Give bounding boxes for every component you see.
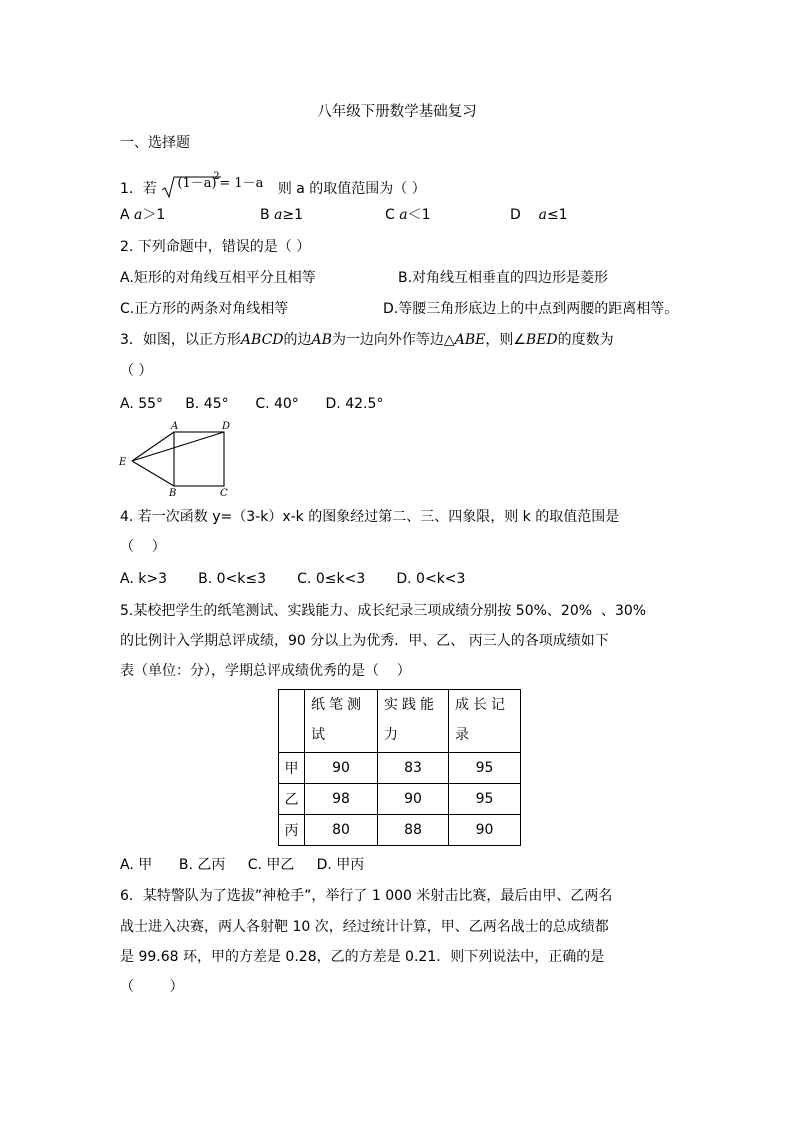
q1-prefix: 1．若 — [120, 181, 157, 197]
q3-paren: （ ） — [120, 363, 153, 379]
q1-option-a — [120, 205, 165, 225]
q2-option-c: C.正方形的两条对角线相等 — [120, 301, 289, 317]
table-cell: 83 — [378, 753, 449, 784]
page-title: 八年级下册数学基础复习 — [317, 104, 477, 120]
question-5-line-2: 的比例计入学期总评成绩，90 分以上为优秀．甲、乙、 丙三人的各项成绩如下 — [120, 633, 609, 649]
q4-options: A. k>3 B. 0<k≤3 C. 0≤k<3 D. 0<k<3 — [120, 571, 466, 587]
label-a: A — [171, 421, 179, 432]
question-4-stem: 4. 若一次函数 y=（3-k）x-k 的图象经过第二、三、四象限，则 k 的取值范围是 — [120, 509, 620, 525]
table-header-cell: 成长记录 — [449, 690, 521, 753]
option-letter: C — [385, 207, 395, 223]
table-cell: 90 — [378, 784, 449, 815]
table-row — [279, 784, 521, 815]
option-rel: ≤1 — [546, 207, 568, 223]
q4-paren: （ ） — [120, 539, 166, 555]
question-6-line-1: 6．某特警队为了选拔”神枪手”，举行了 1 000 米射击比赛，最后由甲、乙两名 — [120, 888, 613, 904]
table-row — [279, 753, 521, 784]
q3-text: ，则∠ — [485, 332, 526, 348]
q1-exponent: 2 — [213, 171, 220, 182]
section-heading: 一、选择题 — [120, 135, 190, 151]
option-rel: ＞1 — [142, 207, 166, 223]
table-cell: 98 — [305, 784, 378, 815]
label-c: C — [220, 488, 228, 499]
table-header-row — [279, 690, 521, 753]
q3-var: ABE — [454, 332, 486, 348]
geometry-figure — [115, 420, 240, 500]
option-letter: A — [120, 207, 130, 223]
question-6-line-2: 战士进入决赛，两人各射靶 10 次，经过统计计算，甲、乙两名战士的总成绩都 — [120, 919, 609, 935]
q3-options: A. 55° B. 45° C. 40° D. 42.5° — [120, 396, 384, 412]
table-row — [279, 815, 521, 846]
q3-var: AB — [311, 332, 332, 348]
q1-option-c — [385, 205, 431, 225]
table-cell: 甲 — [279, 753, 305, 784]
question-1 — [120, 171, 426, 200]
q3-text: 3．如图，以正方形 — [120, 332, 241, 348]
option-var: a — [274, 207, 283, 223]
table-cell: 乙 — [279, 784, 305, 815]
q3-var: BED — [525, 332, 558, 348]
q1-tail: 则 a 的取值范围为（ ） — [277, 181, 426, 197]
option-rel: ≥1 — [282, 207, 304, 223]
option-var: a — [134, 207, 143, 223]
q3-text: 的度数为 — [557, 332, 614, 348]
table-header-cell: 实践能力 — [378, 690, 449, 753]
table-cell: 丙 — [279, 815, 305, 846]
q1-rhs: = 1－a — [219, 176, 264, 191]
q2-option-a: A.矩形的对角线互相平分且相等 — [120, 270, 316, 286]
question-6-line-3: 是 99.68 环，甲的方差是 0.28，乙的方差是 0.21．则下列说法中，正确的是 — [120, 949, 605, 965]
q5-options: A. 甲 B. 乙丙 C. 甲乙 D. 甲丙 — [120, 857, 365, 873]
q2-option-d: D.等腰三角形底边上的中点到两腰的距离相等。 — [383, 301, 679, 317]
option-var: a — [538, 207, 547, 223]
segment-ed — [132, 432, 224, 461]
q1-option-d — [510, 205, 568, 225]
segment-ea — [132, 432, 174, 461]
q3-var: ABCD — [240, 332, 284, 348]
option-var: a — [399, 207, 408, 223]
q3-text: 的边 — [283, 332, 312, 348]
label-e: E — [119, 457, 127, 468]
q2-option-b: B.对角线互相垂直的四边形是菱形 — [398, 270, 609, 286]
table-header-cell: 纸笔测试 — [305, 690, 378, 753]
table-cell: 80 — [305, 815, 378, 846]
label-d: D — [222, 421, 231, 432]
q6-paren: （ ） — [120, 979, 184, 995]
q3-text: 为一边向外作等边△ — [331, 332, 455, 348]
option-letter: B — [260, 207, 270, 223]
table-header-cell — [279, 690, 305, 753]
option-letter: D — [510, 207, 521, 223]
table-cell: 95 — [449, 784, 521, 815]
option-rel: ＜1 — [407, 207, 431, 223]
question-5-line-3: 表（单位：分），学期总评成绩优秀的是（ ） — [120, 663, 411, 679]
question-3-stem — [120, 330, 614, 350]
scores-table — [278, 689, 521, 846]
q1-option-b — [260, 205, 303, 225]
question-5-line-1: 5.某校把学生的纸笔测试、实践能力、成长纪录三项成绩分别按 50%、20% 、30% — [120, 603, 647, 619]
table-cell: 90 — [449, 815, 521, 846]
question-2-stem: 2. 下列命题中，错误的是（ ） — [120, 239, 311, 255]
table-cell: 95 — [449, 753, 521, 784]
q1-equation — [161, 171, 269, 200]
segment-eb — [132, 461, 174, 486]
table-cell: 88 — [378, 815, 449, 846]
q1-radicand: (1－a) — [177, 176, 217, 191]
table-cell: 90 — [305, 753, 378, 784]
label-b: B — [169, 488, 177, 499]
